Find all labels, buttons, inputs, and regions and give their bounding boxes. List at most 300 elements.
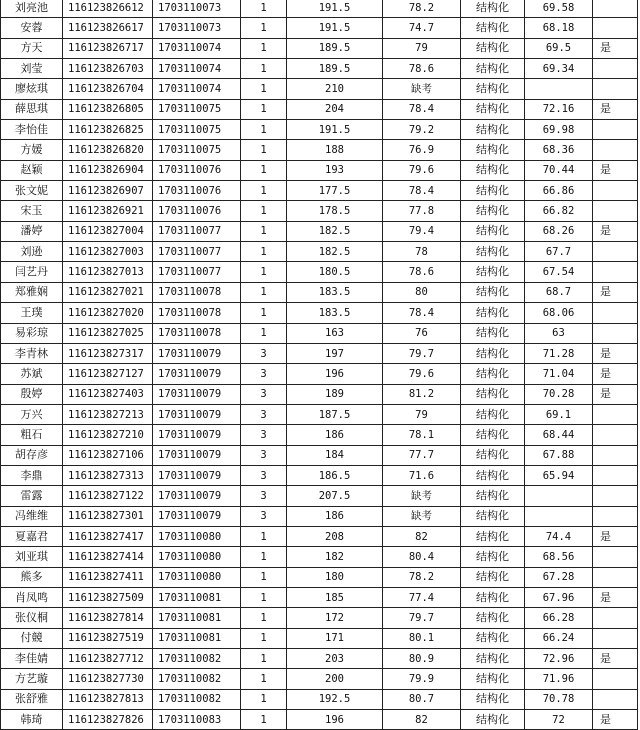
hire-count-cell: 1	[241, 526, 287, 546]
hire-count-cell: 1	[241, 140, 287, 160]
interview-score-cell: 77.4	[383, 587, 461, 607]
position-code-cell: 1703110074	[153, 79, 241, 99]
position-code-cell: 1703110077	[153, 242, 241, 262]
table-row	[1, 221, 638, 241]
total-score-cell: 70.44	[525, 160, 593, 180]
candidate-name-cell: 殷婷	[1, 384, 63, 404]
table-row	[1, 608, 638, 628]
total-score-cell: 68.36	[525, 140, 593, 160]
physical-exam-mark-cell	[593, 425, 638, 445]
written-score-cell: 183.5	[287, 303, 383, 323]
candidate-name-cell: 夏嘉君	[1, 526, 63, 546]
hire-count-cell: 1	[241, 120, 287, 140]
interview-score-cell: 79.7	[383, 608, 461, 628]
total-score-cell: 63	[525, 323, 593, 343]
interview-score-cell: 77.7	[383, 445, 461, 465]
interview-type-cell: 结构化	[461, 710, 525, 730]
written-score-cell: 196	[287, 710, 383, 730]
candidate-name-cell: 熊多	[1, 567, 63, 587]
table-row	[1, 120, 638, 140]
interview-type-cell: 结构化	[461, 689, 525, 709]
interview-score-cell: 79.9	[383, 669, 461, 689]
hire-count-cell: 3	[241, 425, 287, 445]
position-code-cell: 1703110080	[153, 567, 241, 587]
position-code-cell: 1703110073	[153, 18, 241, 38]
exam-id-cell: 116123827003	[63, 242, 153, 262]
physical-exam-mark-cell	[593, 506, 638, 526]
interview-score-cell: 78.1	[383, 425, 461, 445]
hire-count-cell: 1	[241, 262, 287, 282]
total-score-cell: 72	[525, 710, 593, 730]
hire-count-cell: 1	[241, 282, 287, 302]
written-score-cell: 203	[287, 649, 383, 669]
position-code-cell: 1703110081	[153, 628, 241, 648]
interview-type-cell: 结构化	[461, 120, 525, 140]
position-code-cell: 1703110074	[153, 59, 241, 79]
position-code-cell: 1703110083	[153, 710, 241, 730]
written-score-cell: 204	[287, 99, 383, 119]
table-row	[1, 669, 638, 689]
table-row	[1, 710, 638, 730]
physical-exam-mark-cell: 是	[593, 343, 638, 363]
candidate-name-cell: 付競	[1, 628, 63, 648]
written-score-cell: 197	[287, 343, 383, 363]
physical-exam-mark-cell	[593, 140, 638, 160]
written-score-cell: 189	[287, 384, 383, 404]
physical-exam-mark-cell	[593, 567, 638, 587]
exam-id-cell: 116123826704	[63, 79, 153, 99]
candidate-name-cell: 方媛	[1, 140, 63, 160]
candidate-name-cell: 张仪桐	[1, 608, 63, 628]
table-row	[1, 181, 638, 201]
exam-id-cell: 116123827313	[63, 465, 153, 485]
hire-count-cell: 3	[241, 486, 287, 506]
interview-score-cell: 79.2	[383, 120, 461, 140]
hire-count-cell: 1	[241, 710, 287, 730]
candidate-name-cell: 万兴	[1, 404, 63, 424]
candidate-name-cell: 刘亚琪	[1, 547, 63, 567]
hire-count-cell: 1	[241, 160, 287, 180]
physical-exam-mark-cell: 是	[593, 649, 638, 669]
interview-type-cell: 结构化	[461, 465, 525, 485]
exam-id-cell: 116123827813	[63, 689, 153, 709]
physical-exam-mark-cell	[593, 404, 638, 424]
hire-count-cell: 3	[241, 343, 287, 363]
position-code-cell: 1703110075	[153, 140, 241, 160]
interview-type-cell: 结构化	[461, 669, 525, 689]
exam-id-cell: 116123826921	[63, 201, 153, 221]
candidate-name-cell: 雷露	[1, 486, 63, 506]
physical-exam-mark-cell: 是	[593, 38, 638, 58]
candidate-name-cell: 易彩琼	[1, 323, 63, 343]
interview-type-cell: 结构化	[461, 262, 525, 282]
hire-count-cell: 1	[241, 221, 287, 241]
table-row	[1, 425, 638, 445]
written-score-cell: 186	[287, 425, 383, 445]
position-code-cell: 1703110079	[153, 364, 241, 384]
candidate-name-cell: 张文妮	[1, 181, 63, 201]
position-code-cell: 1703110078	[153, 282, 241, 302]
table-row	[1, 262, 638, 282]
physical-exam-mark-cell	[593, 628, 638, 648]
candidate-name-cell: 冯维维	[1, 506, 63, 526]
total-score-cell	[525, 506, 593, 526]
written-score-cell: 196	[287, 364, 383, 384]
table-row	[1, 506, 638, 526]
interview-type-cell: 结构化	[461, 18, 525, 38]
position-code-cell: 1703110075	[153, 120, 241, 140]
exam-id-cell: 116123826805	[63, 99, 153, 119]
physical-exam-mark-cell	[593, 0, 638, 18]
written-score-cell: 182.5	[287, 242, 383, 262]
interview-type-cell: 结构化	[461, 425, 525, 445]
hire-count-cell: 3	[241, 384, 287, 404]
total-score-cell: 67.28	[525, 567, 593, 587]
table-row	[1, 486, 638, 506]
interview-type-cell: 结构化	[461, 303, 525, 323]
interview-score-cell: 缺考	[383, 506, 461, 526]
table-row	[1, 384, 638, 404]
interview-score-cell: 79.7	[383, 343, 461, 363]
exam-id-cell: 116123826825	[63, 120, 153, 140]
interview-score-cell: 80	[383, 282, 461, 302]
exam-id-cell: 116123827021	[63, 282, 153, 302]
candidate-name-cell: 宋玉	[1, 201, 63, 221]
table-row	[1, 649, 638, 669]
total-score-cell: 74.4	[525, 526, 593, 546]
interview-score-cell: 80.4	[383, 547, 461, 567]
table-row	[1, 689, 638, 709]
position-code-cell: 1703110081	[153, 587, 241, 607]
total-score-cell: 70.28	[525, 384, 593, 404]
candidate-name-cell: 刘莹	[1, 59, 63, 79]
total-score-cell: 65.94	[525, 465, 593, 485]
interview-score-cell: 74.7	[383, 18, 461, 38]
exam-id-cell: 116123827414	[63, 547, 153, 567]
exam-id-cell: 116123827004	[63, 221, 153, 241]
interview-type-cell: 结构化	[461, 282, 525, 302]
interview-score-cell: 76.9	[383, 140, 461, 160]
interview-score-cell: 71.6	[383, 465, 461, 485]
physical-exam-mark-cell	[593, 486, 638, 506]
exam-id-cell: 116123827417	[63, 526, 153, 546]
hire-count-cell: 1	[241, 79, 287, 99]
table-row	[1, 364, 638, 384]
exam-id-cell: 116123826612	[63, 0, 153, 18]
position-code-cell: 1703110074	[153, 38, 241, 58]
candidate-name-cell: 薛思琪	[1, 99, 63, 119]
exam-id-cell: 116123827122	[63, 486, 153, 506]
exam-id-cell: 116123827013	[63, 262, 153, 282]
written-score-cell: 208	[287, 526, 383, 546]
interview-type-cell: 结构化	[461, 526, 525, 546]
table-body	[1, 0, 638, 730]
table-row	[1, 587, 638, 607]
hire-count-cell: 3	[241, 404, 287, 424]
hire-count-cell: 1	[241, 18, 287, 38]
candidate-name-cell: 肖凤鸣	[1, 587, 63, 607]
position-code-cell: 1703110077	[153, 221, 241, 241]
interview-type-cell: 结构化	[461, 242, 525, 262]
interview-score-cell: 79.6	[383, 364, 461, 384]
interview-type-cell: 结构化	[461, 628, 525, 648]
written-score-cell: 180.5	[287, 262, 383, 282]
total-score-cell: 66.28	[525, 608, 593, 628]
written-score-cell: 182	[287, 547, 383, 567]
hire-count-cell: 1	[241, 323, 287, 343]
position-code-cell: 1703110082	[153, 669, 241, 689]
hire-count-cell: 1	[241, 38, 287, 58]
hire-count-cell: 3	[241, 506, 287, 526]
table-row	[1, 445, 638, 465]
position-code-cell: 1703110079	[153, 343, 241, 363]
written-score-cell: 182.5	[287, 221, 383, 241]
candidate-name-cell: 刘亮池	[1, 0, 63, 18]
interview-type-cell: 结构化	[461, 323, 525, 343]
interview-type-cell: 结构化	[461, 99, 525, 119]
candidate-name-cell: 李鼎	[1, 465, 63, 485]
physical-exam-mark-cell	[593, 689, 638, 709]
exam-id-cell: 116123827826	[63, 710, 153, 730]
total-score-cell: 68.56	[525, 547, 593, 567]
table-row	[1, 18, 638, 38]
written-score-cell: 207.5	[287, 486, 383, 506]
hire-count-cell: 1	[241, 201, 287, 221]
hire-count-cell: 1	[241, 547, 287, 567]
written-score-cell: 184	[287, 445, 383, 465]
exam-id-cell: 116123826907	[63, 181, 153, 201]
interview-score-cell: 80.9	[383, 649, 461, 669]
hire-count-cell: 1	[241, 649, 287, 669]
position-code-cell: 1703110079	[153, 465, 241, 485]
physical-exam-mark-cell	[593, 608, 638, 628]
position-code-cell: 1703110079	[153, 506, 241, 526]
total-score-cell: 72.96	[525, 649, 593, 669]
exam-id-cell: 116123827317	[63, 343, 153, 363]
written-score-cell: 192.5	[287, 689, 383, 709]
exam-id-cell: 116123827519	[63, 628, 153, 648]
physical-exam-mark-cell	[593, 445, 638, 465]
position-code-cell: 1703110079	[153, 404, 241, 424]
written-score-cell: 186.5	[287, 465, 383, 485]
interview-type-cell: 结构化	[461, 445, 525, 465]
candidate-name-cell: 赵颖	[1, 160, 63, 180]
hire-count-cell: 1	[241, 669, 287, 689]
table-row	[1, 526, 638, 546]
exam-id-cell: 116123827213	[63, 404, 153, 424]
written-score-cell: 172	[287, 608, 383, 628]
total-score-cell: 71.04	[525, 364, 593, 384]
exam-id-cell: 116123827509	[63, 587, 153, 607]
total-score-cell: 69.5	[525, 38, 593, 58]
exam-id-cell: 116123827301	[63, 506, 153, 526]
written-score-cell: 200	[287, 669, 383, 689]
written-score-cell: 187.5	[287, 404, 383, 424]
total-score-cell: 66.24	[525, 628, 593, 648]
interview-score-cell: 80.7	[383, 689, 461, 709]
position-code-cell: 1703110076	[153, 201, 241, 221]
position-code-cell: 1703110076	[153, 181, 241, 201]
hire-count-cell: 1	[241, 628, 287, 648]
written-score-cell: 193	[287, 160, 383, 180]
total-score-cell: 67.88	[525, 445, 593, 465]
interview-type-cell: 结构化	[461, 404, 525, 424]
candidate-name-cell: 苏斌	[1, 364, 63, 384]
total-score-cell: 69.34	[525, 59, 593, 79]
interview-type-cell: 结构化	[461, 140, 525, 160]
exam-id-cell: 116123827730	[63, 669, 153, 689]
hire-count-cell: 1	[241, 689, 287, 709]
physical-exam-mark-cell	[593, 120, 638, 140]
interview-score-cell: 79	[383, 38, 461, 58]
interview-type-cell: 结构化	[461, 384, 525, 404]
position-code-cell: 1703110078	[153, 303, 241, 323]
physical-exam-mark-cell	[593, 242, 638, 262]
position-code-cell: 1703110080	[153, 547, 241, 567]
candidate-name-cell: 粗石	[1, 425, 63, 445]
hire-count-cell: 1	[241, 587, 287, 607]
physical-exam-mark-cell: 是	[593, 364, 638, 384]
physical-exam-mark-cell	[593, 303, 638, 323]
candidate-name-cell: 张舒雅	[1, 689, 63, 709]
table-row	[1, 465, 638, 485]
table-row	[1, 628, 638, 648]
physical-exam-mark-cell	[593, 181, 638, 201]
interview-type-cell: 结构化	[461, 486, 525, 506]
exam-id-cell: 116123826703	[63, 59, 153, 79]
candidate-name-cell: 方艺璇	[1, 669, 63, 689]
interview-type-cell: 结构化	[461, 567, 525, 587]
total-score-cell	[525, 79, 593, 99]
position-code-cell: 1703110079	[153, 486, 241, 506]
candidate-name-cell: 廖炫琪	[1, 79, 63, 99]
table-row	[1, 404, 638, 424]
physical-exam-mark-cell: 是	[593, 384, 638, 404]
written-score-cell: 191.5	[287, 0, 383, 18]
interview-type-cell: 结构化	[461, 364, 525, 384]
interview-score-cell: 79	[383, 404, 461, 424]
total-score-cell: 72.16	[525, 99, 593, 119]
candidate-name-cell: 胡存彦	[1, 445, 63, 465]
candidate-name-cell: 王璞	[1, 303, 63, 323]
interview-score-cell: 缺考	[383, 79, 461, 99]
exam-id-cell: 116123827712	[63, 649, 153, 669]
total-score-cell: 70.78	[525, 689, 593, 709]
written-score-cell: 189.5	[287, 59, 383, 79]
exam-id-cell: 116123826617	[63, 18, 153, 38]
interview-score-cell: 82	[383, 526, 461, 546]
total-score-cell: 66.82	[525, 201, 593, 221]
total-score-cell: 69.58	[525, 0, 593, 18]
interview-score-cell: 78.4	[383, 99, 461, 119]
exam-id-cell: 116123826904	[63, 160, 153, 180]
interview-score-cell: 82	[383, 710, 461, 730]
physical-exam-mark-cell: 是	[593, 282, 638, 302]
total-score-cell: 71.28	[525, 343, 593, 363]
physical-exam-mark-cell	[593, 201, 638, 221]
physical-exam-mark-cell	[593, 59, 638, 79]
written-score-cell: 191.5	[287, 18, 383, 38]
table-row	[1, 0, 638, 18]
position-code-cell: 1703110077	[153, 262, 241, 282]
total-score-cell: 67.54	[525, 262, 593, 282]
physical-exam-mark-cell: 是	[593, 526, 638, 546]
position-code-cell: 1703110079	[153, 425, 241, 445]
physical-exam-mark-cell: 是	[593, 99, 638, 119]
hire-count-cell: 1	[241, 303, 287, 323]
interview-type-cell: 结构化	[461, 587, 525, 607]
physical-exam-mark-cell	[593, 669, 638, 689]
position-code-cell: 1703110082	[153, 649, 241, 669]
candidate-name-cell: 郑雅娴	[1, 282, 63, 302]
position-code-cell: 1703110079	[153, 445, 241, 465]
written-score-cell: 180	[287, 567, 383, 587]
interview-type-cell: 结构化	[461, 649, 525, 669]
exam-id-cell: 116123827210	[63, 425, 153, 445]
table-row	[1, 79, 638, 99]
position-code-cell: 1703110079	[153, 384, 241, 404]
interview-type-cell: 结构化	[461, 0, 525, 18]
table-row	[1, 282, 638, 302]
hire-count-cell: 1	[241, 0, 287, 18]
table-row	[1, 303, 638, 323]
interview-type-cell: 结构化	[461, 59, 525, 79]
exam-id-cell: 116123827403	[63, 384, 153, 404]
hire-count-cell: 3	[241, 364, 287, 384]
written-score-cell: 177.5	[287, 181, 383, 201]
position-code-cell: 1703110073	[153, 0, 241, 18]
hire-count-cell: 1	[241, 608, 287, 628]
position-code-cell: 1703110078	[153, 323, 241, 343]
position-code-cell: 1703110075	[153, 99, 241, 119]
exam-id-cell: 116123827411	[63, 567, 153, 587]
physical-exam-mark-cell: 是	[593, 710, 638, 730]
table-row	[1, 140, 638, 160]
hire-count-cell: 1	[241, 242, 287, 262]
exam-id-cell: 116123827106	[63, 445, 153, 465]
table-row	[1, 160, 638, 180]
total-score-cell	[525, 486, 593, 506]
table-row	[1, 99, 638, 119]
exam-id-cell: 116123826717	[63, 38, 153, 58]
table-row	[1, 547, 638, 567]
written-score-cell: 186	[287, 506, 383, 526]
physical-exam-mark-cell	[593, 465, 638, 485]
table-row	[1, 242, 638, 262]
exam-id-cell: 116123827025	[63, 323, 153, 343]
written-score-cell: 171	[287, 628, 383, 648]
interview-score-cell: 79.4	[383, 221, 461, 241]
interview-type-cell: 结构化	[461, 506, 525, 526]
candidate-name-cell: 韩琦	[1, 710, 63, 730]
physical-exam-mark-cell: 是	[593, 221, 638, 241]
position-code-cell: 1703110076	[153, 160, 241, 180]
hire-count-cell: 1	[241, 567, 287, 587]
physical-exam-mark-cell: 是	[593, 587, 638, 607]
hire-count-cell: 3	[241, 465, 287, 485]
interview-type-cell: 结构化	[461, 343, 525, 363]
table-row	[1, 343, 638, 363]
total-score-cell: 71.96	[525, 669, 593, 689]
candidate-name-cell: 方天	[1, 38, 63, 58]
interview-type-cell: 结构化	[461, 79, 525, 99]
written-score-cell: 178.5	[287, 201, 383, 221]
interview-score-cell: 79.6	[383, 160, 461, 180]
candidate-name-cell: 李佳婧	[1, 649, 63, 669]
physical-exam-mark-cell: 是	[593, 160, 638, 180]
physical-exam-mark-cell	[593, 18, 638, 38]
table-row	[1, 323, 638, 343]
